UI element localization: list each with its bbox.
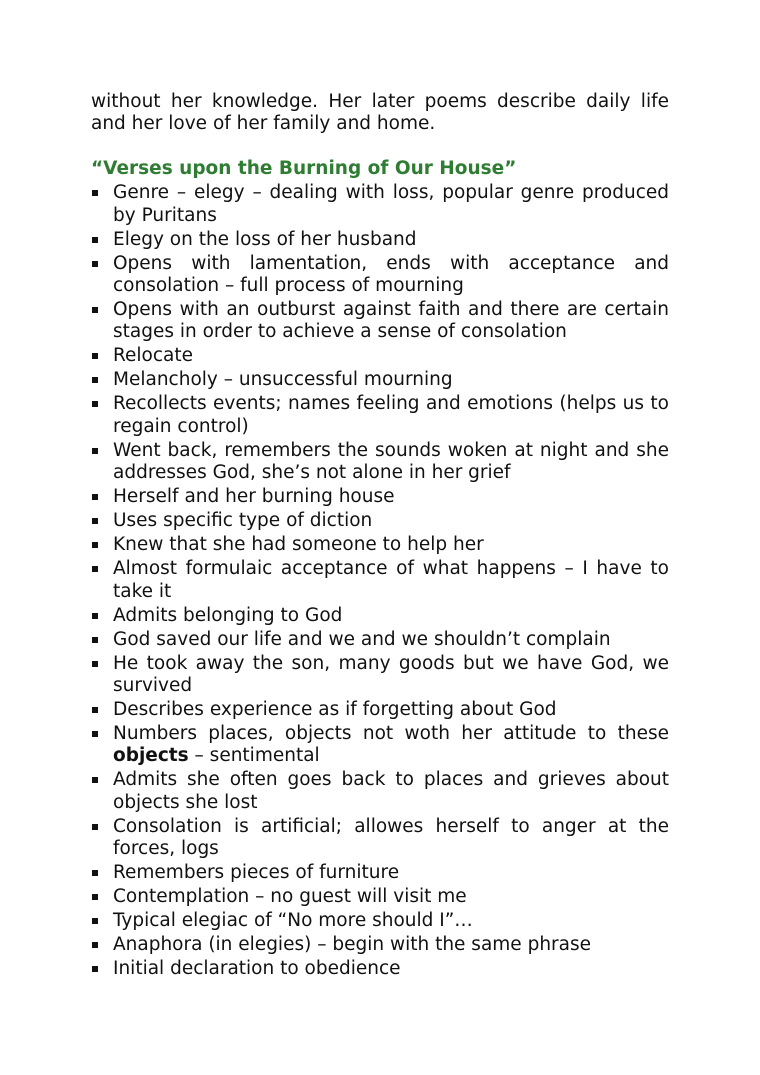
square-bullet-icon [92,731,98,737]
list-item [91,605,669,627]
list-item [91,910,669,932]
square-bullet-icon [92,237,98,243]
list-item-text: Knew that she had someone to help her [113,534,484,556]
square-bullet-icon [92,942,98,948]
list-item [91,253,669,298]
list-item-text: Numbers places, objects not woth her attitude to these [113,723,669,745]
list-item-text: Uses specific type of diction [113,510,373,532]
list-item-text: Admits belonging to God [113,604,343,626]
list-item-text: Contemplation – no guest will visit me [113,886,467,908]
list-item [91,510,669,532]
list-item [91,886,669,908]
list-item [91,229,669,251]
square-bullet-icon [92,637,98,643]
list-item-text: Anaphora (in elegies) – begin with the same phrase [113,934,592,956]
list-item [91,699,669,721]
square-bullet-icon [92,707,98,713]
square-bullet-icon [92,542,98,548]
list-item [91,534,669,556]
square-bullet-icon [92,377,98,383]
list-item-text: Describes experience as if forgetting about God [113,699,557,721]
list-item [91,182,669,227]
list-item [91,816,669,861]
square-bullet-icon [92,777,98,783]
list-item [91,440,669,485]
square-bullet-icon [92,353,98,359]
list-item [91,653,669,698]
section-heading: “Verses upon the Burning of Our House” [91,157,517,179]
square-bullet-icon [92,966,98,972]
square-bullet-icon [92,824,98,830]
list-item [91,934,669,956]
square-bullet-icon [92,401,98,407]
list-item [91,558,669,603]
list-item-text: Recollects events; names feeling and emotions (helps us to regain control) [113,393,669,437]
square-bullet-icon [92,261,98,267]
square-bullet-icon [92,894,98,900]
list-item-text: Remembers pieces of furniture [113,862,400,884]
list-item [91,393,669,438]
list-item-text: Consolation is artificial; allowes herself to anger at the forces, logs [113,815,669,860]
square-bullet-icon [92,307,98,313]
list-item-text: Relocate [113,345,194,367]
list-item-text: Genre – elegy – dealing with loss, popular genre produced by Puritans [113,182,669,226]
bold-term: objects [113,745,189,767]
intro-paragraph: without her knowledge. Her later poems describe daily life and her love of her family and home. [91,91,669,135]
square-bullet-icon [92,518,98,524]
square-bullet-icon [92,918,98,924]
square-bullet-icon [92,613,98,619]
list-item-text: Went back, remembers the sounds woken at night and she addresses God, she’s not alone in her grief [113,439,669,484]
list-item-text: Typical elegiac of “No more should I”… [113,910,473,932]
square-bullet-icon [92,448,98,454]
list-item-text: Elegy on the loss of her husband [113,228,417,250]
square-bullet-icon [92,661,98,667]
square-bullet-icon [92,494,98,500]
list-item [91,629,669,651]
list-item-text: Almost formulaic acceptance of what happens – I have to take it [113,558,669,602]
square-bullet-icon [92,190,98,196]
list-item [91,723,669,768]
list-item [91,299,669,344]
list-item-text: Opens with lamentation, ends with acceptance and consolation – full process of mourning [113,252,669,297]
list-item-text: He took away the son, many goods but we have God, we survived [113,652,669,697]
list-item [91,958,669,980]
list-item [91,769,669,814]
list-item-text: Initial declaration to obedience [113,958,401,980]
list-item [91,862,669,884]
list-item [91,486,669,508]
square-bullet-icon [92,566,98,572]
square-bullet-icon [92,870,98,876]
list-item-text: Herself and her burning house [113,486,395,508]
list-item [91,345,669,367]
bullet-list [91,182,669,980]
list-item-text: Opens with an outburst against faith and there are certain stages in order to achieve a sense of consolation [113,299,669,343]
list-item-text: Melancholy – unsuccessful mourning [113,369,453,391]
page-content [91,91,669,982]
list-item-text: Admits she often goes back to places and grieves about objects she lost [113,769,669,813]
list-item [91,369,669,391]
list-item-text-tail: – sentimental [188,745,320,767]
list-item-text: God saved our life and we and we shouldn’t complain [113,628,611,650]
